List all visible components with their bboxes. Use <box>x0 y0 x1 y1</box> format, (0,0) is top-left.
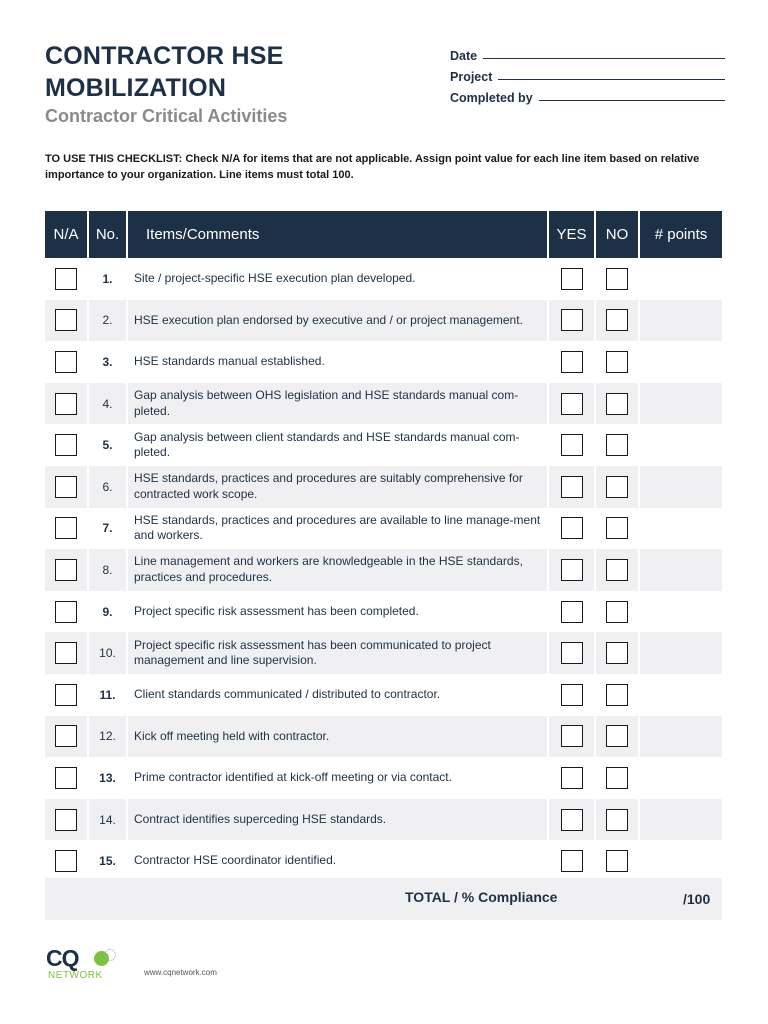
points-cell[interactable] <box>639 632 722 674</box>
yes-checkbox[interactable] <box>561 642 583 664</box>
no-checkbox[interactable] <box>606 268 628 290</box>
na-cell <box>45 383 88 425</box>
no-checkbox[interactable] <box>606 309 628 331</box>
na-cell <box>45 549 88 591</box>
na-cell <box>45 591 88 633</box>
table-row <box>45 799 722 841</box>
yes-cell <box>548 383 595 425</box>
no-cell <box>595 466 639 508</box>
yes-checkbox[interactable] <box>561 268 583 290</box>
na-checkbox[interactable] <box>55 809 77 831</box>
points-cell[interactable] <box>639 300 722 342</box>
na-checkbox[interactable] <box>55 767 77 789</box>
na-checkbox[interactable] <box>55 559 77 581</box>
date-field[interactable] <box>450 42 725 63</box>
item-text: Kick off meeting held with contractor. <box>127 716 548 758</box>
item-number: 11. <box>88 674 127 716</box>
table-row <box>45 258 722 300</box>
yes-checkbox[interactable] <box>561 476 583 498</box>
completed-by-line[interactable] <box>539 100 725 101</box>
yes-cell <box>548 674 595 716</box>
na-checkbox[interactable] <box>55 476 77 498</box>
no-cell <box>595 632 639 674</box>
page-title: CONTRACTOR HSE MOBILIZATION <box>45 42 284 102</box>
yes-cell <box>548 341 595 383</box>
na-cell <box>45 424 88 466</box>
yes-checkbox[interactable] <box>561 559 583 581</box>
points-cell[interactable] <box>639 716 722 758</box>
yes-checkbox[interactable] <box>561 351 583 373</box>
yes-cell <box>548 424 595 466</box>
na-checkbox[interactable] <box>55 351 77 373</box>
no-cell <box>595 840 639 882</box>
table-row <box>45 424 722 466</box>
no-checkbox[interactable] <box>606 725 628 747</box>
no-cell <box>595 341 639 383</box>
no-checkbox[interactable] <box>606 559 628 581</box>
item-number: 4. <box>88 383 127 425</box>
item-number: 5. <box>88 424 127 466</box>
column-header-yes: YES <box>548 211 595 258</box>
no-checkbox[interactable] <box>606 517 628 539</box>
yes-checkbox[interactable] <box>561 393 583 415</box>
table-row <box>45 466 722 508</box>
column-header-points: # points <box>639 211 722 258</box>
no-cell <box>595 716 639 758</box>
logo-subtext: NETWORK <box>48 970 103 981</box>
na-cell <box>45 466 88 508</box>
na-checkbox[interactable] <box>55 434 77 456</box>
no-cell <box>595 757 639 799</box>
na-checkbox[interactable] <box>55 684 77 706</box>
na-checkbox[interactable] <box>55 850 77 872</box>
na-cell <box>45 799 88 841</box>
item-text: Project specific risk assessment has been communicated to project management and line supervision. <box>127 632 548 674</box>
item-number: 14. <box>88 799 127 841</box>
column-header-no-answer: NO <box>595 211 639 258</box>
yes-cell <box>548 591 595 633</box>
table-row <box>45 549 722 591</box>
no-checkbox[interactable] <box>606 684 628 706</box>
item-text: Contractor HSE coordinator identified. <box>127 840 548 882</box>
na-checkbox[interactable] <box>55 517 77 539</box>
no-cell <box>595 591 639 633</box>
yes-checkbox[interactable] <box>561 517 583 539</box>
item-number: 9. <box>88 591 127 633</box>
table-row <box>45 757 722 799</box>
total-value: /100 <box>683 891 711 907</box>
yes-checkbox[interactable] <box>561 684 583 706</box>
yes-cell <box>548 258 595 300</box>
no-cell <box>595 424 639 466</box>
item-text: Contract identifies superceding HSE standards. <box>127 799 548 841</box>
na-cell <box>45 632 88 674</box>
points-cell[interactable] <box>639 549 722 591</box>
yes-checkbox[interactable] <box>561 850 583 872</box>
table-row <box>45 591 722 633</box>
footer-url: www.cqnetwork.com <box>144 968 217 977</box>
no-cell <box>595 549 639 591</box>
item-number: 8. <box>88 549 127 591</box>
na-cell <box>45 300 88 342</box>
item-number: 7. <box>88 508 127 550</box>
points-cell[interactable] <box>639 341 722 383</box>
yes-checkbox[interactable] <box>561 725 583 747</box>
yes-cell <box>548 799 595 841</box>
yes-cell <box>548 716 595 758</box>
table-row <box>45 300 722 342</box>
item-text: Gap analysis between OHS legislation and HSE standards manual com-pleted. <box>127 383 548 425</box>
no-checkbox[interactable] <box>606 601 628 623</box>
yes-checkbox[interactable] <box>561 309 583 331</box>
item-number: 15. <box>88 840 127 882</box>
item-text: HSE standards, practices and procedures are suitably comprehensive for contracted work scope. <box>127 466 548 508</box>
item-number: 2. <box>88 300 127 342</box>
points-cell[interactable] <box>639 799 722 841</box>
table-row <box>45 716 722 758</box>
project-label: Project <box>450 70 493 84</box>
no-cell <box>595 300 639 342</box>
item-text: Prime contractor identified at kick-off meeting or via contact. <box>127 757 548 799</box>
points-cell[interactable] <box>639 258 722 300</box>
yes-cell <box>548 549 595 591</box>
project-field[interactable] <box>450 63 725 84</box>
yes-checkbox[interactable] <box>561 434 583 456</box>
total-label: TOTAL / % Compliance <box>405 889 558 905</box>
yes-checkbox[interactable] <box>561 601 583 623</box>
item-number: 12. <box>88 716 127 758</box>
no-checkbox[interactable] <box>606 393 628 415</box>
points-cell[interactable] <box>639 591 722 633</box>
na-cell <box>45 258 88 300</box>
table-row <box>45 508 722 550</box>
no-cell <box>595 674 639 716</box>
checklist-instructions: TO USE THIS CHECKLIST: Check N/A for items that are not applicable. Assign point value for each line item based on relative importance to your organization. Line items must total 100. <box>45 153 700 181</box>
no-checkbox[interactable] <box>606 351 628 373</box>
item-number: 13. <box>88 757 127 799</box>
na-cell <box>45 674 88 716</box>
completed-by-field[interactable] <box>450 84 725 105</box>
points-cell[interactable] <box>639 383 722 425</box>
no-cell <box>595 383 639 425</box>
na-cell <box>45 508 88 550</box>
column-header-no: No. <box>88 211 127 258</box>
yes-cell <box>548 508 595 550</box>
item-number: 1. <box>88 258 127 300</box>
completed-by-label: Completed by <box>450 91 533 105</box>
item-text: Site / project-specific HSE execution plan developed. <box>127 258 548 300</box>
column-header-na: N/A <box>45 211 88 258</box>
project-line[interactable] <box>498 79 725 80</box>
na-cell <box>45 716 88 758</box>
na-checkbox[interactable] <box>55 601 77 623</box>
yes-checkbox[interactable] <box>561 809 583 831</box>
no-checkbox[interactable] <box>606 767 628 789</box>
na-checkbox[interactable] <box>55 642 77 664</box>
table-row <box>45 674 722 716</box>
no-checkbox[interactable] <box>606 476 628 498</box>
na-checkbox[interactable] <box>55 309 77 331</box>
na-cell <box>45 341 88 383</box>
item-text: Client standards communicated / distributed to contractor. <box>127 674 548 716</box>
points-cell[interactable] <box>639 424 722 466</box>
column-header-items: Items/Comments <box>127 211 548 258</box>
points-cell[interactable] <box>639 466 722 508</box>
na-checkbox[interactable] <box>55 268 77 290</box>
yes-checkbox[interactable] <box>561 767 583 789</box>
table-row <box>45 840 722 882</box>
yes-cell <box>548 757 595 799</box>
no-checkbox[interactable] <box>606 850 628 872</box>
na-cell <box>45 757 88 799</box>
checklist-table <box>45 211 722 882</box>
na-checkbox[interactable] <box>55 725 77 747</box>
table-header-row <box>45 211 722 258</box>
no-cell <box>595 258 639 300</box>
item-text: Gap analysis between client standards and HSE standards manual com-pleted. <box>127 424 548 466</box>
no-cell <box>595 508 639 550</box>
table-row <box>45 632 722 674</box>
yes-cell <box>548 300 595 342</box>
logo-text: CQ <box>46 945 79 971</box>
meta-fields <box>450 42 725 105</box>
yes-cell <box>548 840 595 882</box>
table-row <box>45 383 722 425</box>
item-number: 3. <box>88 341 127 383</box>
table-row <box>45 341 722 383</box>
item-text: Line management and workers are knowledgeable in the HSE standards, practices and procedures. <box>127 549 548 591</box>
date-label: Date <box>450 49 478 63</box>
item-text: HSE standards manual established. <box>127 341 548 383</box>
item-text: HSE standards, practices and procedures are available to line manage-ment and workers. <box>127 508 548 550</box>
no-cell <box>595 799 639 841</box>
no-checkbox[interactable] <box>606 434 628 456</box>
points-cell[interactable] <box>639 674 722 716</box>
no-checkbox[interactable] <box>606 642 628 664</box>
date-line[interactable] <box>483 58 725 59</box>
logo-orbit-icon <box>104 949 116 961</box>
points-cell[interactable] <box>639 508 722 550</box>
item-number: 10. <box>88 632 127 674</box>
points-cell[interactable] <box>639 840 722 882</box>
cq-network-logo <box>46 946 126 984</box>
item-text: HSE execution plan endorsed by executive and / or project management. <box>127 300 548 342</box>
page-subtitle: Contractor Critical Activities <box>45 106 288 126</box>
no-checkbox[interactable] <box>606 809 628 831</box>
item-number: 6. <box>88 466 127 508</box>
points-cell[interactable] <box>639 757 722 799</box>
total-row <box>45 878 722 920</box>
item-text: Project specific risk assessment has been completed. <box>127 591 548 633</box>
na-cell <box>45 840 88 882</box>
yes-cell <box>548 632 595 674</box>
yes-cell <box>548 466 595 508</box>
na-checkbox[interactable] <box>55 393 77 415</box>
